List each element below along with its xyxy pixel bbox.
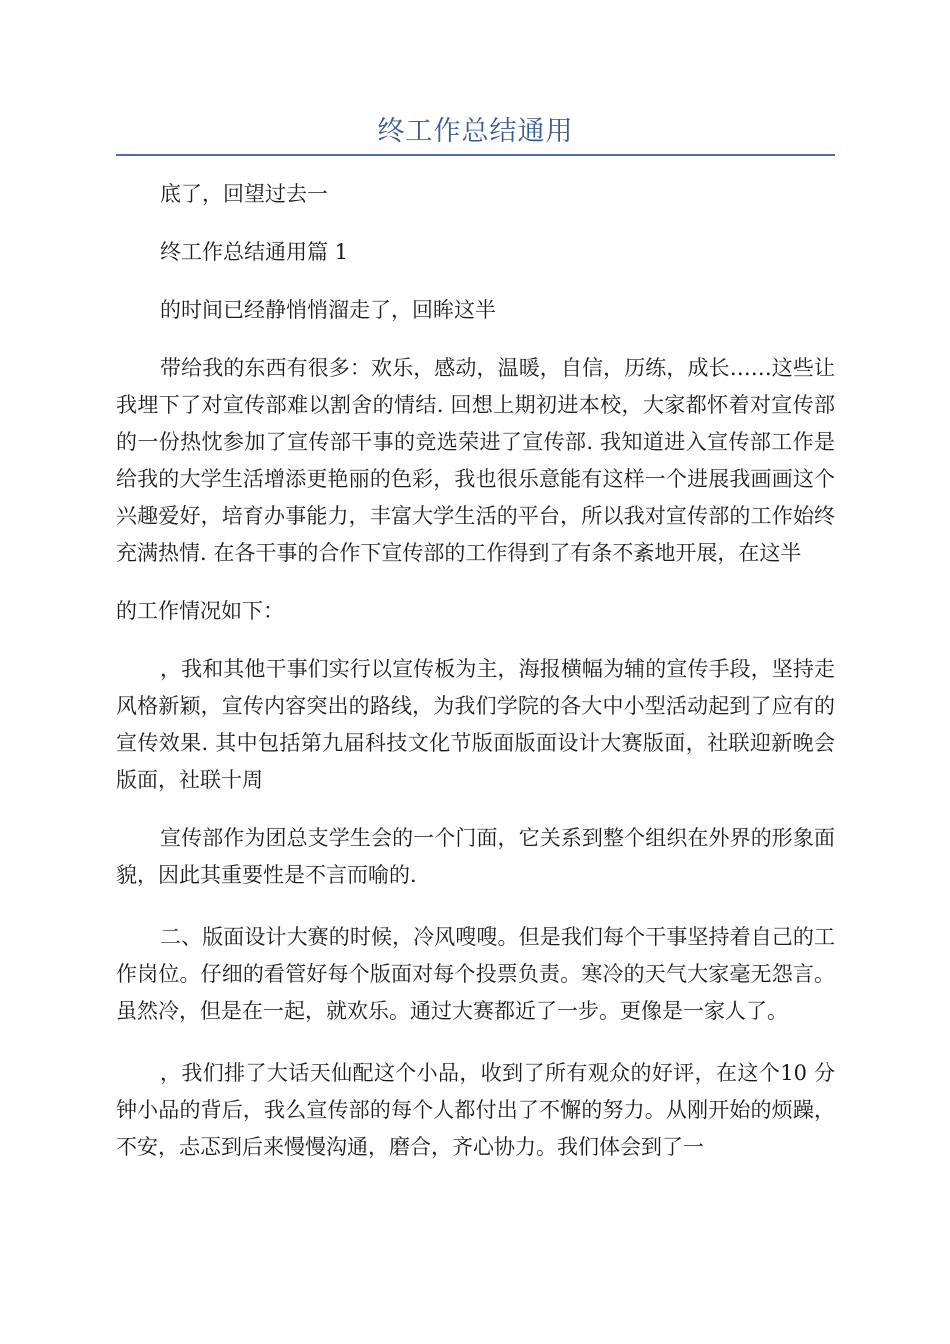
paragraph-8: 二、版面设计大赛的时候，冷风嗖嗖。但是我们每个干事坚持着自己的工作岗位。仔细的看管好每个版面对每个投票负责。寒冷的天气大家毫无怨言。虽然冷，但是在一起，就欢乐。通过大赛都近了一步。更像是一家人了。 xyxy=(116,925,835,1023)
document-title: 终工作总结通用 xyxy=(377,116,574,147)
paragraph-9: ，我们排了大话天仙配这个小品，收到了所有观众的好评，在这个10 分钟小品的背后，我么宣传部的每个人都付出了不懈的努力。从刚开始的烦躁，不安，忐忑到后来慢慢沟通，磨合，齐心协力。我们体会到了一 xyxy=(116,1061,835,1159)
title-underline xyxy=(116,154,835,156)
paragraph-6: ，我和其他干事们实行以宣传板为主，海报横幅为辅的宣传手段，坚持走风格新颖，宣传内容突出的路线，为我们学院的各大中小型活动起到了应有的宣传效果. 其中包括第九届科技文化节版面版面设计大赛版面，社联迎新晚会版面，社联十周 xyxy=(116,657,835,792)
paragraph-4: 带给我的东西有很多：欢乐，感动，温暖，自信，历练，成长……这些让我埋下了对宣传部难以割舍的情结. 回想上期初进本校，大家都怀着对宣传部的一份热忱参加了宣传部干事的竞选荣进了宣传部. 我知道进入宣传部工作是给我的大学生活增添更艳丽的色彩，我也很乐意能有这样一个进展我画画这个兴趣爱好，培育办事能力，丰富大学生活的平台，所以我对宣传部的工作始终充满热情. 在各干事的合作下宣传部的工作得到了有条不紊地开展，在这半 xyxy=(116,356,835,565)
paragraph-1: 底了，回望过去一 xyxy=(160,182,328,206)
paragraph-7: 宣传部作为团总支学生会的一个门面，它关系到整个组织在外界的形象面貌，因此其重要性是不言而喻的. xyxy=(116,826,835,887)
paragraph-5: 的工作情况如下： xyxy=(116,599,284,623)
paragraph-3: 的时间已经静悄悄溜走了，回眸这半 xyxy=(160,298,496,322)
document-body xyxy=(116,176,835,1166)
paragraph-2: 终工作总结通用篇 1 xyxy=(160,240,349,264)
